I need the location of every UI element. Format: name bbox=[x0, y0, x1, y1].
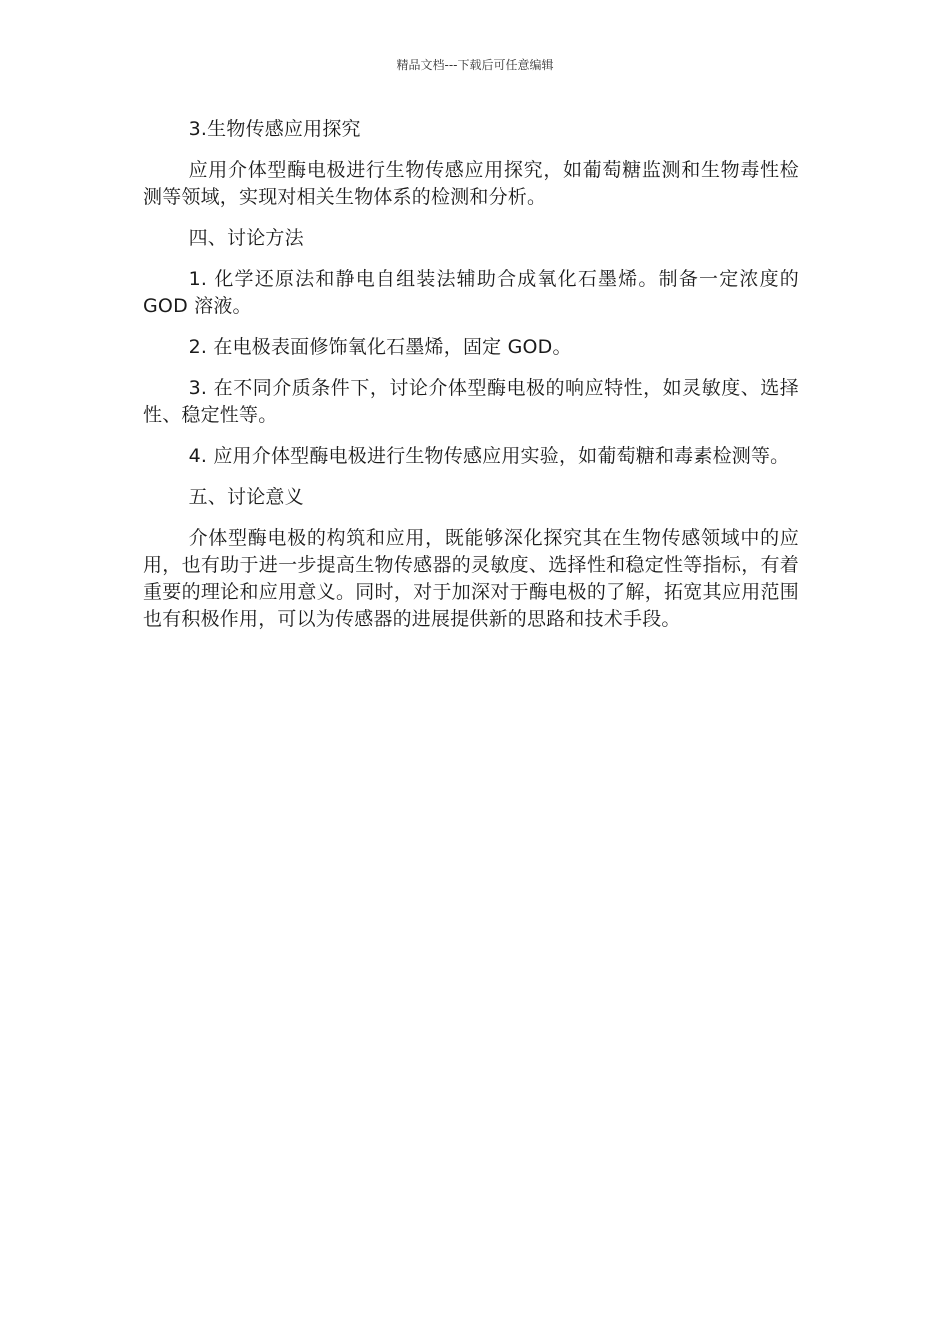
list-item: 3. 在不同介质条件下，讨论介体型酶电极的响应特性，如灵敏度、选择性、稳定性等。 bbox=[143, 377, 799, 426]
section-heading-methods: 四、讨论方法 bbox=[188, 227, 304, 249]
paragraph: 应用介体型酶电极进行生物传感应用探究，如葡萄糖监测和生物毒性检测等领域，实现对相关生物体系的检测和分析。 bbox=[143, 159, 799, 208]
paragraph: 介体型酶电极的构筑和应用，既能够深化探究其在生物传感领域中的应用，也有助于进一步提高生物传感器的灵敏度、选择性和稳定性等指标，有着重要的理论和应用意义。同时，对于加深对于酶电极的了解，拓宽其应用范围也有积极作用，可以为传感器的进展提供新的思路和技术手段。 bbox=[143, 527, 799, 630]
list-item: 4. 应用介体型酶电极进行生物传感应用实验，如葡萄糖和毒素检测等。 bbox=[188, 445, 790, 467]
document-body bbox=[143, 116, 799, 647]
page-header: 精品文档---下载后可任意编辑 bbox=[396, 58, 554, 72]
section-heading-application: 3.生物传感应用探究 bbox=[188, 118, 361, 140]
section-heading-significance: 五、讨论意义 bbox=[188, 486, 304, 508]
list-item: 2. 在电极表面修饰氧化石墨烯，固定 GOD。 bbox=[188, 336, 572, 358]
list-item: 1. 化学还原法和静电自组装法辅助合成氧化石墨烯。制备一定浓度的 GOD 溶液。 bbox=[143, 268, 799, 317]
